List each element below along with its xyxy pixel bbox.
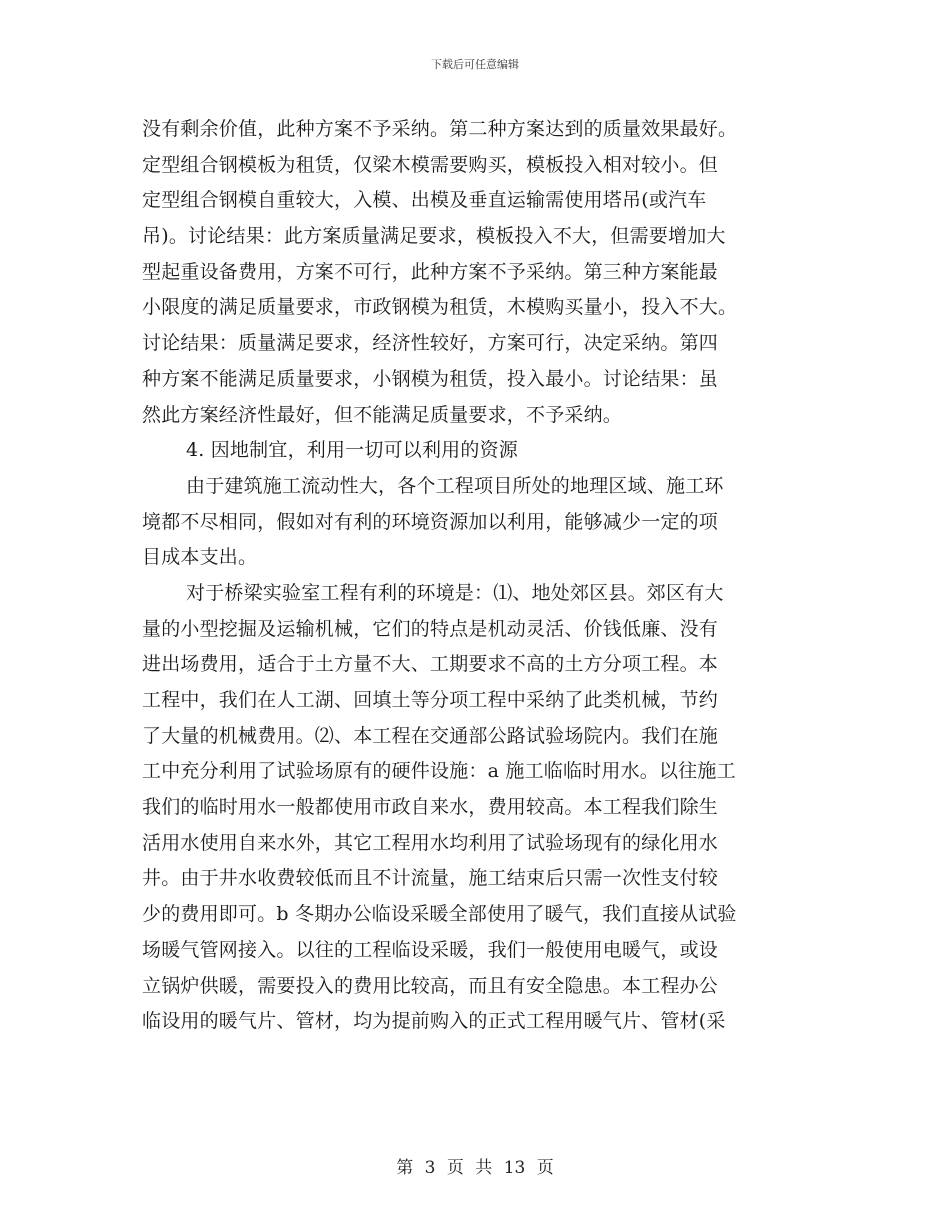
- page-footer: 第 3 页 共 13 页: [396, 1158, 554, 1178]
- body-line: 了大量的机械费用。⑵、本工程在交通部公路试验场院内。我们在施: [142, 724, 719, 747]
- body-line: 对于桥梁实验室工程有利的环境是：⑴、地处郊区县。郊区有大: [186, 581, 724, 604]
- body-line: 种方案不能满足质量要求，小钢模为租赁，投入最小。讨论结果：虽: [142, 367, 719, 390]
- body-line: 讨论结果：质量满足要求，经济性较好，方案可行，决定采纳。第四: [142, 332, 719, 355]
- body-line: 立锅炉供暖，需要投入的费用比较高，而且有安全隐患。本工程办公: [142, 974, 719, 997]
- body-line: 量的小型挖掘及运输机械，它们的特点是机动灵活、价钱低廉、没有: [142, 617, 719, 640]
- page-header: 下载后可任意编辑: [431, 58, 519, 71]
- body-line: 没有剩余价值，此种方案不予采纳。第二种方案达到的质量效果最好。: [142, 118, 738, 140]
- body-line: 我们的临时用水一般都使用市政自来水，费用较高。本工程我们除生: [142, 796, 719, 819]
- body-line: 吊)。讨论结果：此方案质量满足要求，模板投入不大，但需要增加大: [142, 225, 726, 248]
- body-line: 进出场费用，适合于土方量不大、工期要求不高的土方分项工程。本: [142, 653, 719, 676]
- body-line: 型起重设备费用，方案不可行，此种方案不予采纳。第三种方案能最: [142, 260, 719, 283]
- section-heading: 4. 因地制宜，利用一切可以利用的资源: [186, 439, 518, 462]
- body-line: 少的费用即可。b 冬期办公临设采暖全部使用了暖气，我们直接从试验: [142, 903, 737, 926]
- body-line: 目成本支出。: [142, 546, 258, 569]
- body-line: 工中充分利用了试验场原有的硬件设施：a 施工临临时用水。以往施工: [142, 760, 736, 783]
- body-line: 定型组合钢模板为租赁，仅梁木模需要购买，模板投入相对较小。但: [142, 153, 719, 176]
- body-line: 然此方案经济性最好，但不能满足质量要求，不予采纳。: [142, 403, 623, 426]
- body-line: 场暖气管网接入。以往的工程临设采暖，我们一般使用电暖气，或设: [142, 938, 719, 961]
- body-line: 定型组合钢模自重较大，入模、出模及垂直运输需使用塔吊(或汽车: [142, 189, 707, 212]
- body-line: 井。由于井水收费较低而且不计流量，施工结束后只需一次性支付较: [142, 867, 719, 890]
- body-line: 工程中，我们在人工湖、回填土等分项工程中采纳了此类机械，节约: [142, 689, 719, 711]
- body-line: 活用水使用自来水外，其它工程用水均利用了试验场现有的绿化用水: [142, 831, 719, 854]
- body-line: 境都不尽相同，假如对有利的环境资源加以利用，能够减少一定的项: [142, 510, 719, 533]
- body-line: 临设用的暖气片、管材，均为提前购入的正式工程用暖气片、管材(采: [142, 1010, 726, 1033]
- body-line: 由于建筑施工流动性大，各个工程项目所处的地理区域、施工环: [186, 474, 724, 497]
- body-line: 小限度的满足质量要求，市政钢模为租赁，木模购买量小，投入不大。: [142, 296, 738, 319]
- document-body: [142, 112, 810, 1040]
